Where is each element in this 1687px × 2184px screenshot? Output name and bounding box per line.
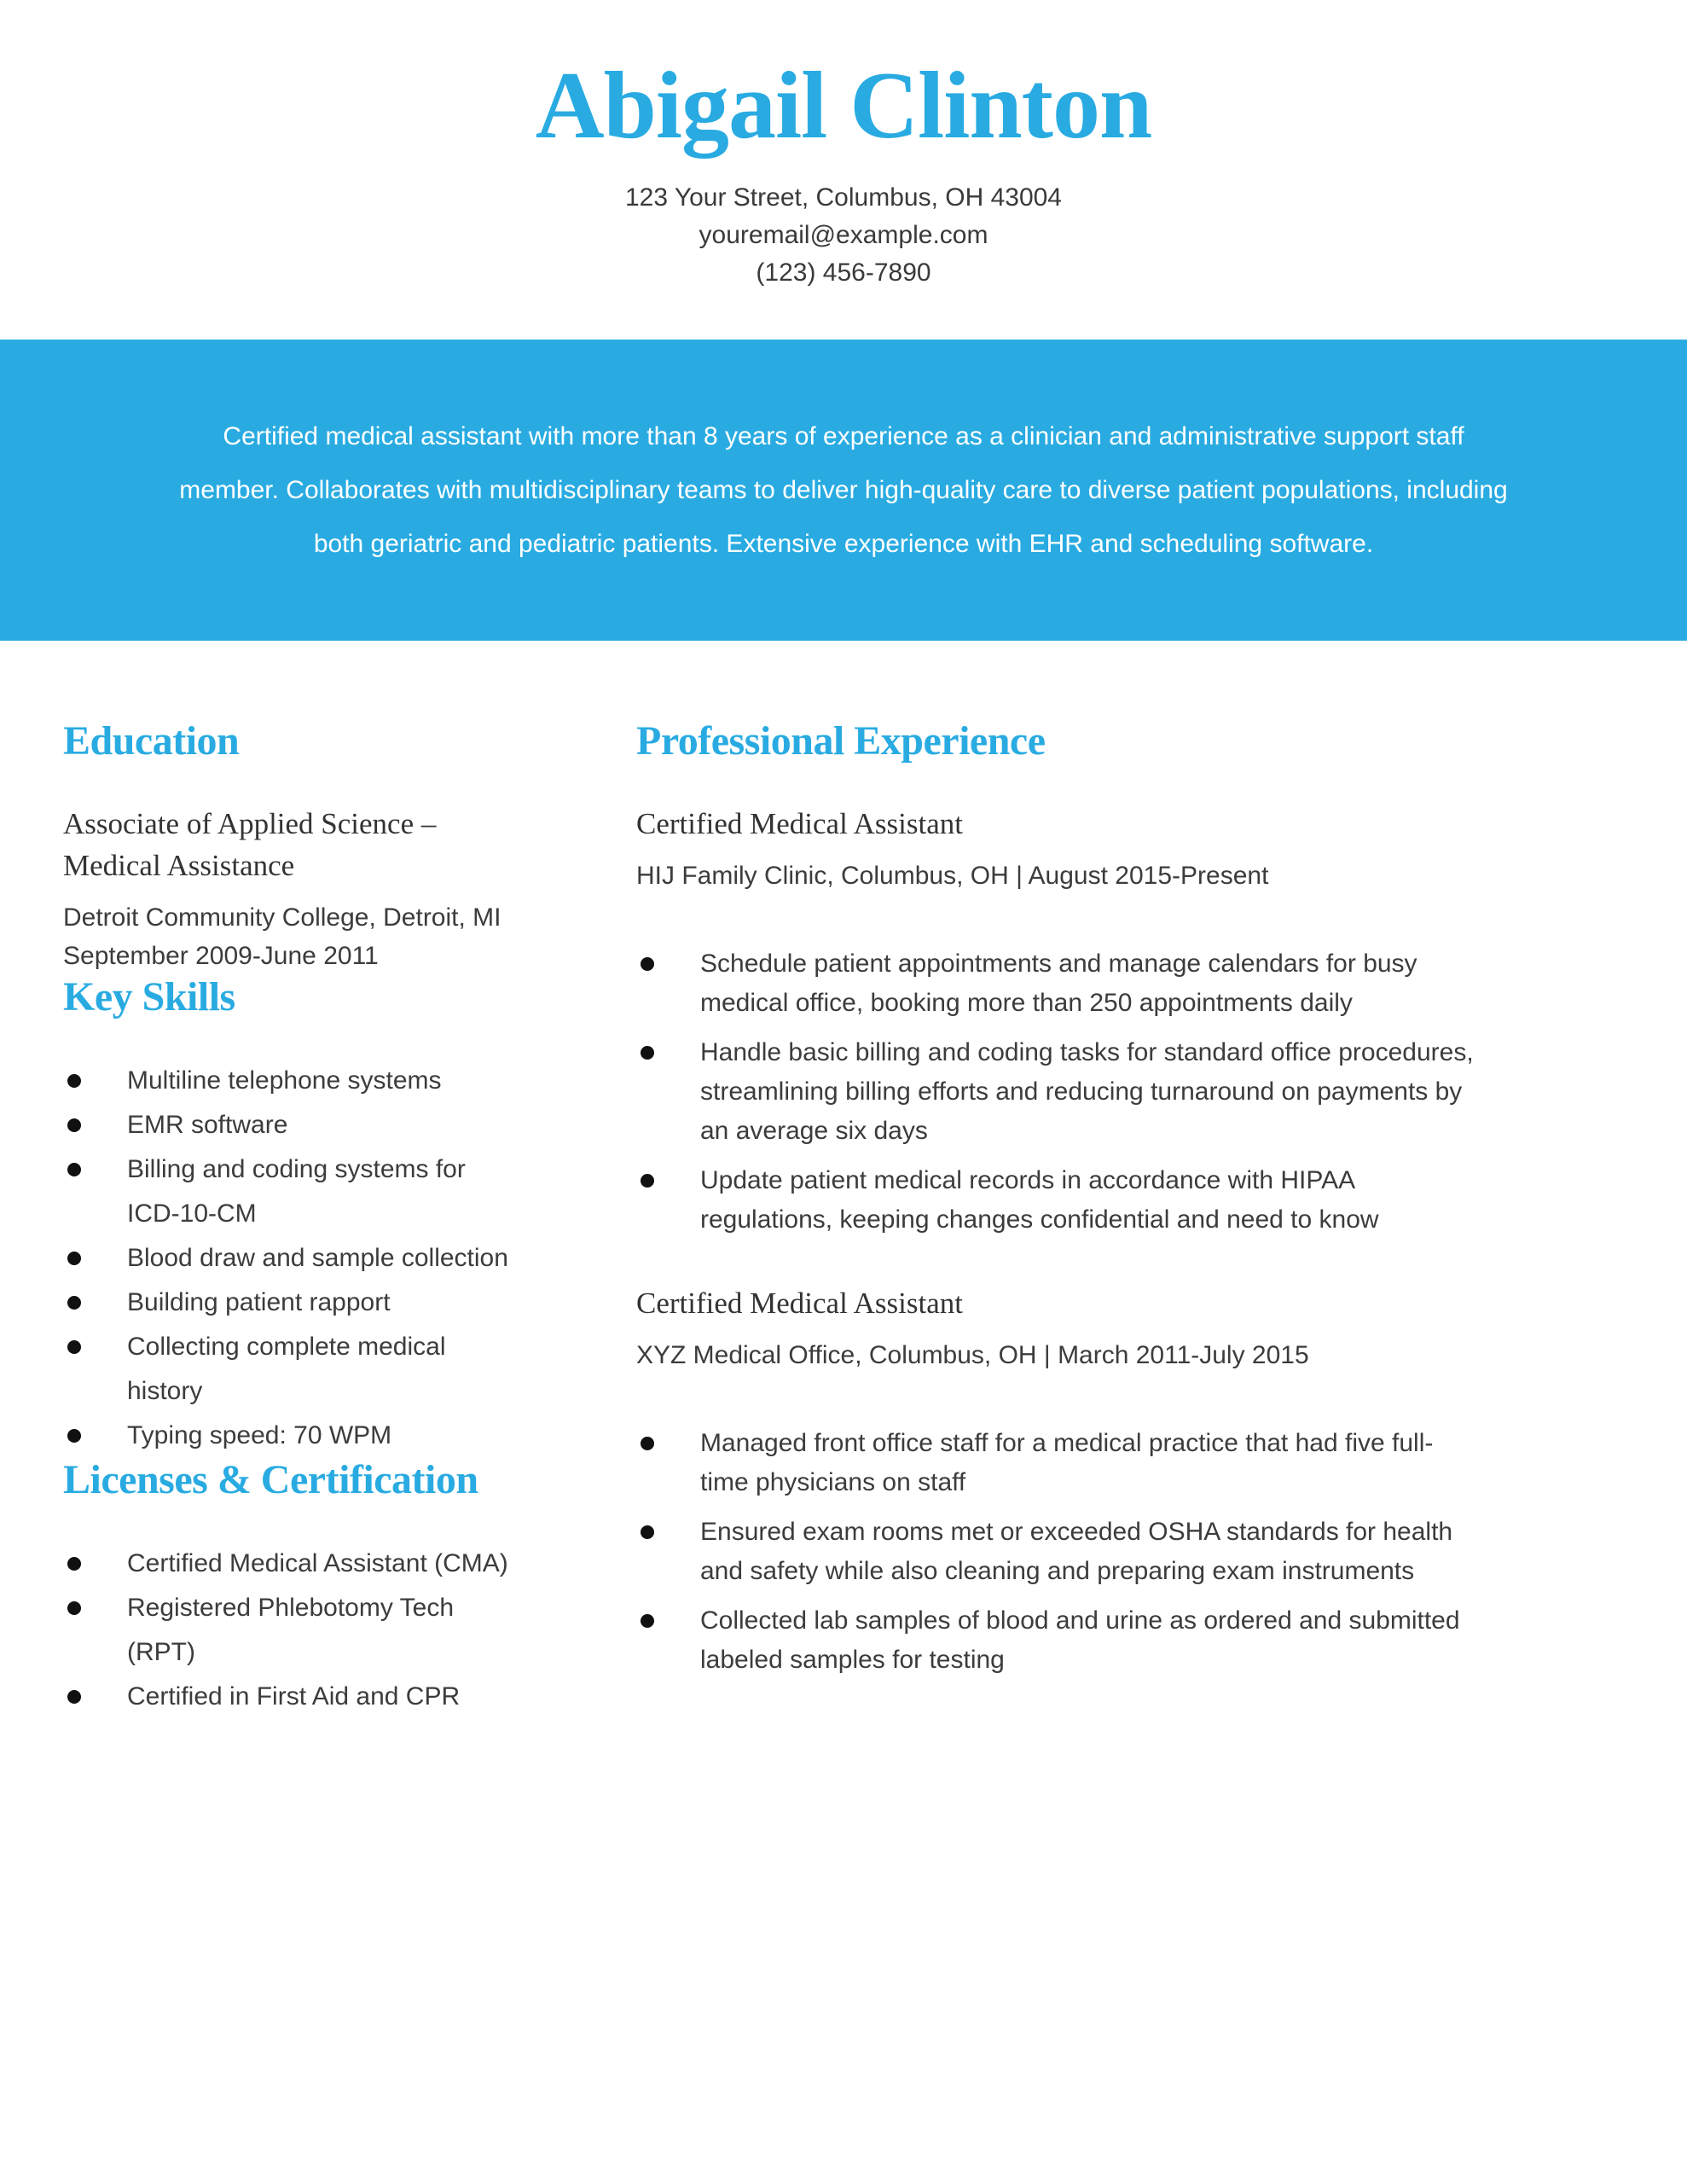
degree-title: Associate of Applied Science – Medical Assistance <box>63 807 437 882</box>
list-item <box>63 1103 524 1147</box>
education-heading: Education <box>63 718 240 764</box>
list-item-text: Schedule patient appointments and manage calendars for busy medical office, booking more than 250 appointments daily <box>700 950 1417 1017</box>
licenses-list <box>63 1542 524 1719</box>
list-item-text: Certified Medical Assistant (CMA) <box>127 1549 508 1577</box>
list-item-text: Ensured exam rooms met or exceeded OSHA standards for health and safety while also cleaning and preparing exam instruments <box>700 1518 1453 1585</box>
key-skills-section <box>63 975 524 1458</box>
bullet-icon <box>641 957 654 971</box>
bullet-icon <box>67 1118 81 1132</box>
list-item <box>636 1513 1624 1591</box>
list-item <box>63 1414 524 1458</box>
job-bullet-list <box>636 1424 1624 1680</box>
list-item <box>636 1601 1624 1680</box>
education-dates: September 2009-June 2011 <box>63 942 379 970</box>
bullet-icon <box>641 1614 654 1628</box>
list-item-text: Managed front office staff for a medical practice that had five full-time physicians on staff <box>700 1429 1434 1496</box>
list-item-text: Collecting complete medical history <box>127 1333 446 1405</box>
list-item-text: Registered Phlebotomy Tech (RPT) <box>127 1594 454 1666</box>
bullet-icon <box>67 1340 81 1354</box>
list-item-text: EMR software <box>127 1111 288 1139</box>
resume-header <box>0 0 1687 292</box>
list-item-text: Building patient rapport <box>127 1288 391 1316</box>
education-section <box>63 719 524 975</box>
list-item <box>63 1059 524 1103</box>
candidate-name: Abigail Clinton <box>535 53 1152 159</box>
list-item-text: Collected lab samples of blood and urine as ordered and submitted labeled samples for testing <box>700 1606 1460 1674</box>
bullet-icon <box>67 1690 81 1704</box>
bullet-icon <box>641 1525 654 1539</box>
list-item-text: Certified in First Aid and CPR <box>127 1682 461 1711</box>
list-item <box>63 1281 524 1325</box>
key-skills-heading: Key Skills <box>63 974 235 1019</box>
job-meta: HIJ Family Clinic, Columbus, OH | August 2015-Present <box>636 862 1269 890</box>
list-item <box>63 1586 524 1675</box>
bullet-icon <box>67 1601 81 1615</box>
bullet-icon <box>641 1437 654 1450</box>
list-item <box>63 1542 524 1586</box>
job-bullet-list <box>636 944 1624 1240</box>
key-skills-list <box>63 1059 524 1458</box>
licenses-heading: Licenses & Certification <box>63 1457 478 1502</box>
list-item-text: Handle basic billing and coding tasks for standard office procedures, streamlining billing efforts and reducing turnaround on payments by an average six days <box>700 1038 1474 1145</box>
list-item-text: Billing and coding systems for ICD-10-CM <box>127 1155 466 1228</box>
job-meta: XYZ Medical Office, Columbus, OH | March 2011-July 2015 <box>636 1341 1309 1369</box>
bullet-icon <box>67 1557 81 1571</box>
job-title: Certified Medical Assistant <box>636 807 963 840</box>
bullet-icon <box>67 1252 81 1265</box>
summary-band <box>0 340 1687 641</box>
school-name: Detroit Community College, Detroit, MI <box>63 903 501 932</box>
list-item <box>63 1147 524 1236</box>
summary-text: Certified medical assistant with more than 8 years of experience as a clinician and administrative support staff member. Collaborates with multidisciplinary teams to deliver high-quality care to diverse patient populations, including both geriatric and pediatric patients. Extensive experience with EHR and scheduling software. <box>179 422 1508 558</box>
list-item <box>63 1675 524 1719</box>
job-entry <box>636 803 1624 1240</box>
list-item-text: Update patient medical records in accordance with HIPAA regulations, keeping changes confidential and need to know <box>700 1166 1379 1234</box>
job-title: Certified Medical Assistant <box>636 1287 963 1320</box>
list-item-text: Multiline telephone systems <box>127 1066 442 1095</box>
list-item <box>636 1424 1624 1502</box>
resume-body <box>0 641 1687 1719</box>
list-item-text: Typing speed: 70 WPM <box>127 1421 392 1449</box>
list-item <box>63 1325 524 1414</box>
contact-email: youremail@example.com <box>699 221 988 249</box>
list-item <box>636 944 1624 1023</box>
bullet-icon <box>67 1163 81 1176</box>
bullet-icon <box>67 1074 81 1088</box>
bullet-icon <box>67 1296 81 1310</box>
bullet-icon <box>67 1429 81 1443</box>
job-entry <box>636 1282 1624 1680</box>
contact-address: 123 Your Street, Columbus, OH 43004 <box>625 183 1062 212</box>
left-column <box>63 719 524 1719</box>
bullet-icon <box>641 1046 654 1060</box>
list-item-text: Blood draw and sample collection <box>127 1244 508 1272</box>
contact-block <box>0 179 1687 292</box>
experience-heading: Professional Experience <box>636 718 1046 764</box>
contact-phone: (123) 456-7890 <box>756 258 931 287</box>
bullet-icon <box>641 1174 654 1188</box>
licenses-section <box>63 1458 524 1719</box>
right-column <box>636 719 1624 1719</box>
list-item <box>636 1161 1624 1240</box>
experience-section <box>636 719 1624 1680</box>
list-item <box>636 1033 1624 1151</box>
list-item <box>63 1236 524 1281</box>
